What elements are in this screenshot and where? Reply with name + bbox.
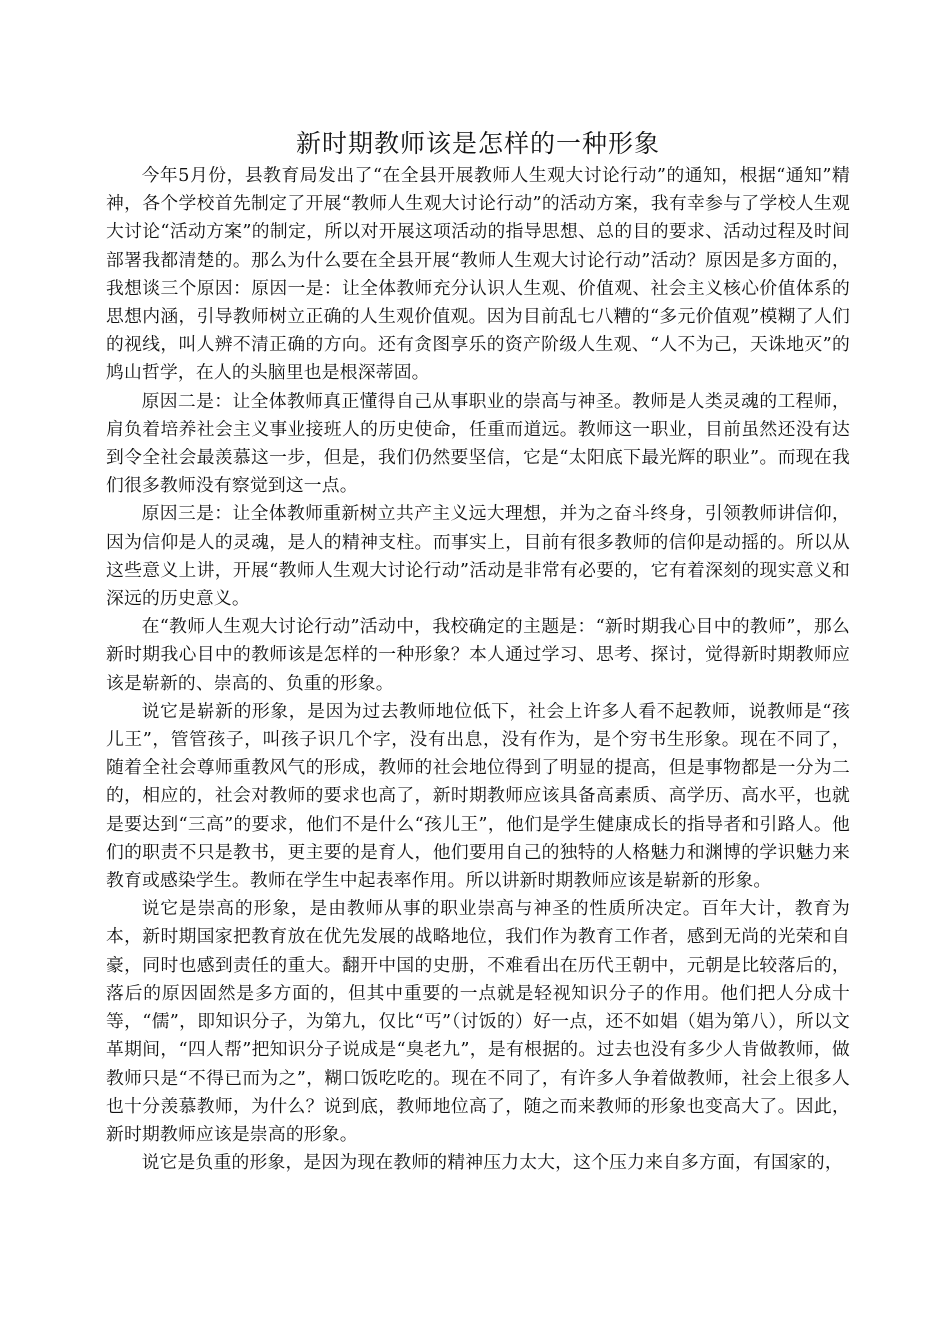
paragraph-4: 在“教师人生观大讨论行动”活动中，我校确定的主题是：“新时期我心目中的教师”，那么新时期我心目中的教师该是怎样的一种形象？本人通过学习、思考、探讨，觉得新时期教师应该是崭新的、崇高的、负重的形象。: [106, 616, 850, 694]
paragraph-6: 说它是崇高的形象，是由教师从事的职业崇高与神圣的性质所决定。百年大计，教育为本，新时期国家把教育放在优先发展的战略地位，我们作为教育工作者，感到无尚的光荣和自豪，同时也感到责任的重大。翻开中国的史册，不难看出在历代王朝中，元朝是比较落后的，落后的原因固然是多方面的，但其中重要的一点就是轻视知识分子的作用。他们把人分成十等，“儒”，即知识分子，为第九，仅比“丐”（讨饭的）好一点，还不如娼（娼为第八），所以文革期间，“四人帮”把知识分子说成是“臭老九”，是有根据的。过去也没有多少人肯做教师，做教师只是“不得已而为之”，糊口饭吃吃的。现在不同了，有许多人争着做教师，社会上很多人也十分羡慕教师，为什么？说到底，教师地位高了，随之而来教师的形象也变高大了。因此，新时期教师应该是崇高的形象。: [106, 898, 850, 1145]
paragraph-5: 说它是崭新的形象，是因为过去教师地位低下，社会上许多人看不起教师，说教师是“孩儿王”，管管孩子，叫孩子识几个字，没有出息，没有作为，是个穷书生形象。现在不同了，随着全社会尊师重教风气的形成，教师的社会地位得到了明显的提高，但是事物都是一分为二的，相应的，社会对教师的要求也高了，新时期教师应该具备高素质、高学历、高水平，也就是要达到“三高”的要求，他们不是什么“孩儿王”，他们是学生健康成长的指导者和引路人。他们的职责不只是教书，更主要的是育人，他们要用自己的独特的人格魅力和渊博的学识魅力来教育或感染学生。教师在学生中起表率作用。所以讲新时期教师应该是崭新的形象。: [106, 700, 850, 892]
paragraph-2: 原因二是：让全体教师真正懂得自己从事职业的崇高与神圣。教师是人类灵魂的工程师，肩负着培养社会主义事业接班人的历史使命，任重而道远。教师这一职业，目前虽然还没有达到令全社会最羡慕这一步，但是，我们仍然要坚信，它是“太阳底下最光辉的职业”。而现在我们很多教师没有察觉到这一点。: [106, 390, 850, 497]
paragraph-1: 今年5月份，县教育局发出了“在全县开展教师人生观大讨论行动”的通知，根据“通知”精神，各个学校首先制定了开展“教师人生观大讨论行动”的活动方案，我有幸参与了学校人生观大讨论“活动方案”的制定，所以对开展这项活动的指导思想、总的目的要求、活动过程及时间部署我都清楚的。那么为什么要在全县开展“教师人生观大讨论行动”活动？原因是多方面的，我想谈三个原因：原因一是：让全体教师充分认识人生观、价值观、社会主义核心价值体系的思想内涵，引导教师树立正确的人生观价值观。因为目前乱七八糟的“多元价值观”模糊了人们的视线，叫人辨不清正确的方向。还有贪图享乐的资产阶级人生观、“人不为己，天诛地灭”的鸠山哲学，在人的头脑里也是根深蒂固。: [106, 165, 850, 384]
document-page: [106, 128, 850, 1177]
paragraph-3: 原因三是：让全体教师重新树立共产主义远大理想，并为之奋斗终身，引领教师讲信仰，因为信仰是人的灵魂，是人的精神支柱。而事实上，目前有很多教师的信仰是动摇的。所以从这些意义上讲，开展“教师人生观大讨论行动”活动是非常有必要的，它有着深刻的现实意义和深远的历史意义。: [106, 503, 850, 610]
document-title: 新时期教师该是怎样的一种形象: [295, 129, 660, 158]
paragraph-7: 说它是负重的形象，是因为现在教师的精神压力太大，这个压力来自多方面，有国家的，: [141, 1152, 843, 1174]
